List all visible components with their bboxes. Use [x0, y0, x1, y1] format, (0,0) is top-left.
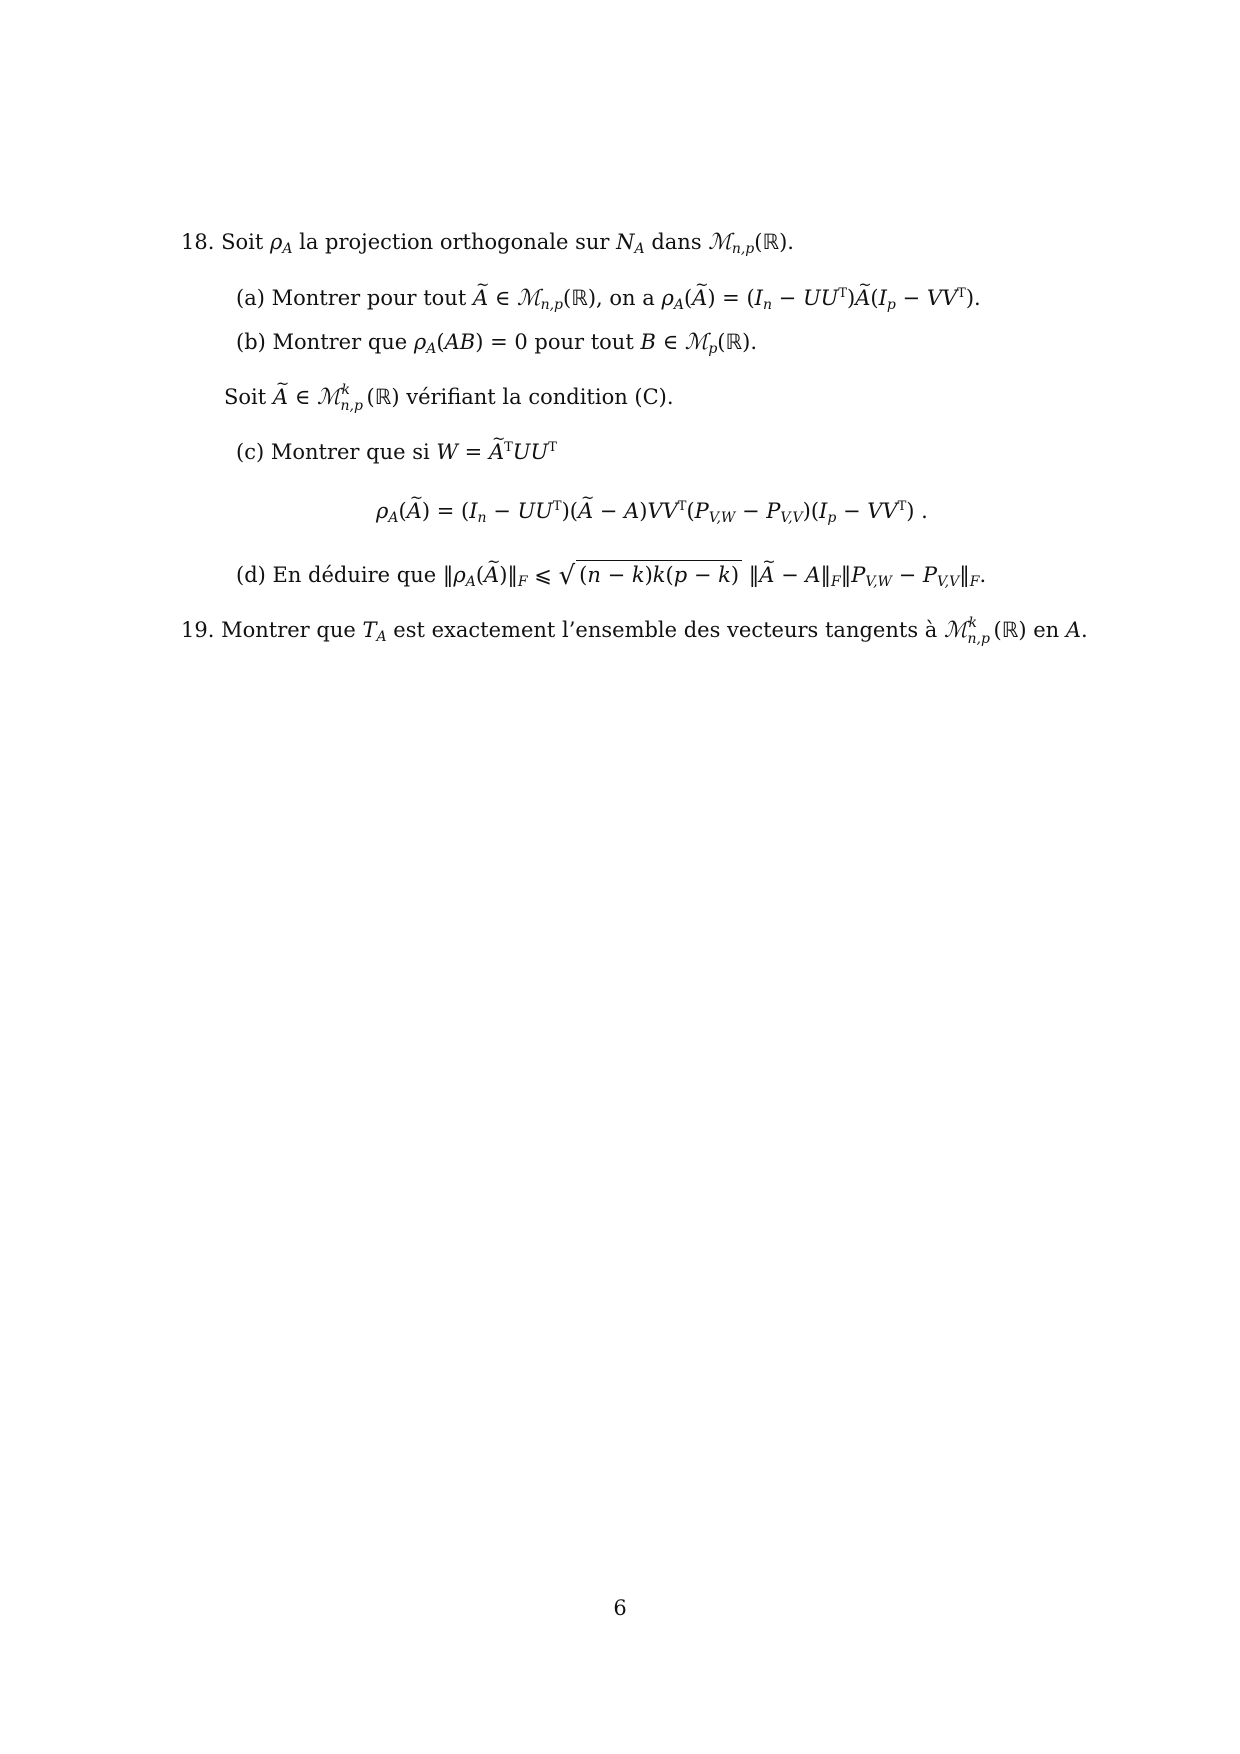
question-19: 19. Montrer que $T_A$ est exactement l’ensemble des vecteurs tangents à ℳ k n,p (ℝ) en A. [181, 615, 1088, 647]
text: Montrer pour tout [271, 286, 467, 310]
hypothesis: Soit ~ A ∈ ℳ k n,p (ℝ) vérifiant la condition (C). [224, 383, 674, 412]
text: est exactement l’ensemble des vecteurs tangents à [393, 618, 938, 642]
text: Montrer que [272, 330, 408, 354]
subquestion-b: (b) Montrer que $\rho_A(AB) = 0$ pour tout B ∈ ℳ$_p$(ℝ). [236, 330, 758, 357]
subquestion-label: (c) [236, 440, 265, 464]
subquestion-a: (a) Montrer pour tout ~ A ∈ ℳ$_{n,p}$(ℝ), on a $\rho_A(\sim$ $A) = (I_n$ − $UU^T)\sim$ $A(I_p - VV^T)$. [236, 284, 981, 313]
text: la projection orthogonale sur [299, 230, 610, 254]
display-equation: $\rho_A(\sim$ $A) = (I_n$ − $UU^T)(\sim$ $A - A)VV^T(P_{V,W} - P_{V,V})(I_p - VV^T)$ . [376, 497, 928, 525]
text: pour tout [534, 330, 634, 354]
text: Montrer que [221, 618, 356, 642]
question-number: 19. [181, 618, 215, 642]
question-number: 18. [181, 230, 215, 254]
text: Soit [221, 230, 264, 254]
subquestion-d: (d) En déduire que $‖\rho_A(\sim$ $A)‖_F$ ⩽ √ (n − k)k(p − k) ‖~ $A - A‖_F‖P_{V,W}$ − $P_{V,V}‖_F$. [236, 560, 986, 590]
text: En déduire que [272, 563, 437, 587]
text: , on a [596, 286, 655, 310]
text: en [1033, 618, 1060, 642]
subquestion-c: (c) Montrer que si W = ~ $A^TUU^T$ [236, 438, 557, 466]
subquestion-label: (d) [236, 563, 266, 587]
text: vérifiant la condition (C). [406, 385, 674, 409]
text: Montrer que si [270, 440, 430, 464]
subquestion-label: (b) [236, 330, 266, 354]
text: dans [651, 230, 702, 254]
subquestion-label: (a) [236, 286, 265, 310]
text: Soit [224, 385, 267, 409]
page-number: 6 [613, 1596, 627, 1620]
question-18: 18. Soit $\rho_A$ la projection orthogonale sur $N_A$ dans ℳ$_{n,p}$(ℝ). [181, 230, 794, 257]
